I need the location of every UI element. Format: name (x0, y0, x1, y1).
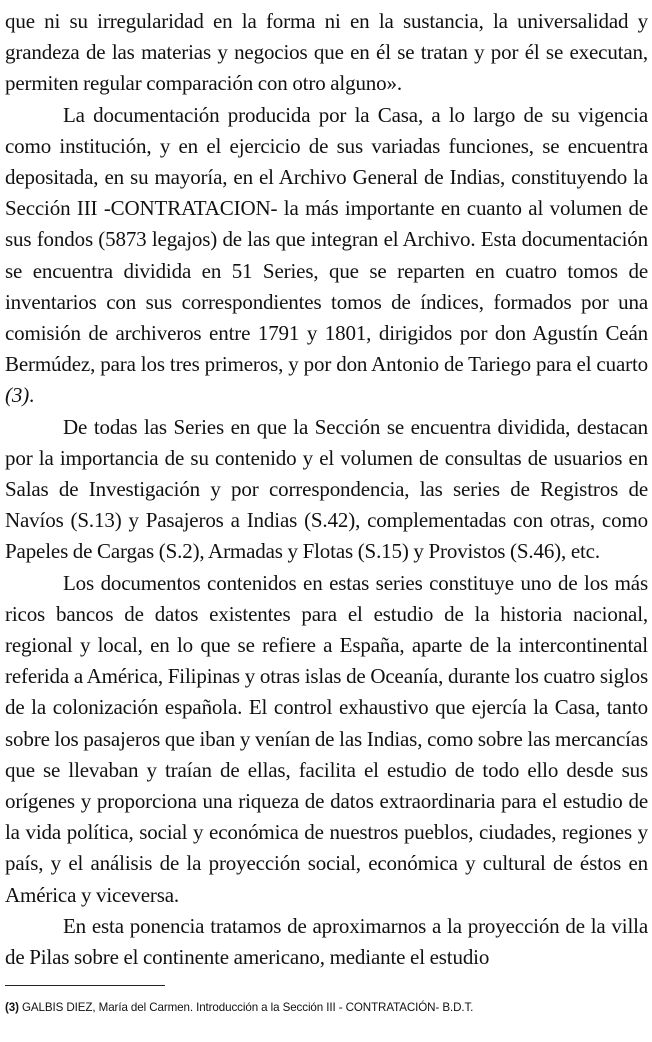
paragraph-4: Los documentos contenidos en estas series constituye uno de los más ricos bancos de datos existentes para el estudio de la historia nacional, regional y local, en lo que se refiere a España, aparte de la intercontinental referida a América, Filipinas y otras islas de Oceanía, durante los cuatro siglos de la colonización española. El control exhaustivo que ejercía la Casa, tanto sobre los pasajeros que iban y venían de las Indias, como sobre las mercancías que se llevaban y traían de ellas, facilita el estudio de todo ello desde sus orígenes y proporciona una riqueza de datos extraordinaria para el estudio de la vida política, social y económica de nuestros pueblos, ciudades, regiones y país, y el análisis de la proyección social, económica y cultural de éstos en América y viceversa. (5, 570, 648, 907)
paragraph-2-text: La documentación producida por la Casa, a lo largo de su vigencia como institución, y en el ejercicio de sus variadas funciones, se encuentra depositada, en su mayoría, en el Archivo General de Indias, constituyendo la Sección III -CONTRATACION- la más importante en cuanto al volumen de sus fondos (5873 legajos) de las que integran el Archivo. Esta documentación se encuentra dividida en 51 Series, que se reparten en cuatro tomos de inventarios con sus correspondientes tomos de índices, formados por una comisión de archiveros entre 1791 y 1801, dirigidos por don Agustín Ceán Bermúdez, para los tres primeros, y por don Antonio de Tariego para el cuarto (5, 102, 648, 377)
footnote (5, 1000, 648, 1016)
paragraph-3: De todas las Series en que la Sección se encuentra dividida, destacan por la importancia de su contenido y el volumen de consultas de usuarios en Salas de Investigación y por correspondencia, las series de Registros de Navíos (S.13) y Pasajeros a Indias (S.42), complementadas con otras, como Papeles de Cargas (S.2), Armadas y Flotas (S.15) y Provistos (S.46), etc. (5, 414, 648, 564)
footnote-text: GALBIS DIEZ, María del Carmen. Introducción a la Sección III - CONTRATACIÓN- B.D.T. (18, 1001, 474, 1014)
paragraph-1: que ni su irregularidad en la forma ni en la sustancia, la universalidad y grandeza de las materias y negocios que en él se tratan y por él se executan, permiten regular comparación con otro alguno». (5, 9, 648, 96)
paragraph-2 (5, 100, 648, 412)
body-text (5, 6, 648, 973)
paragraph-5: En esta ponencia tratamos de aproximarnos a la proyección de la villa de Pilas sobre el continente americano, mediante el estudio (5, 913, 648, 970)
footnote-reference[interactable]: (3) (5, 383, 30, 408)
footnote-mark: (3) (5, 1001, 19, 1014)
footnote-divider (5, 985, 165, 986)
paragraph-2-end: . (29, 383, 35, 408)
